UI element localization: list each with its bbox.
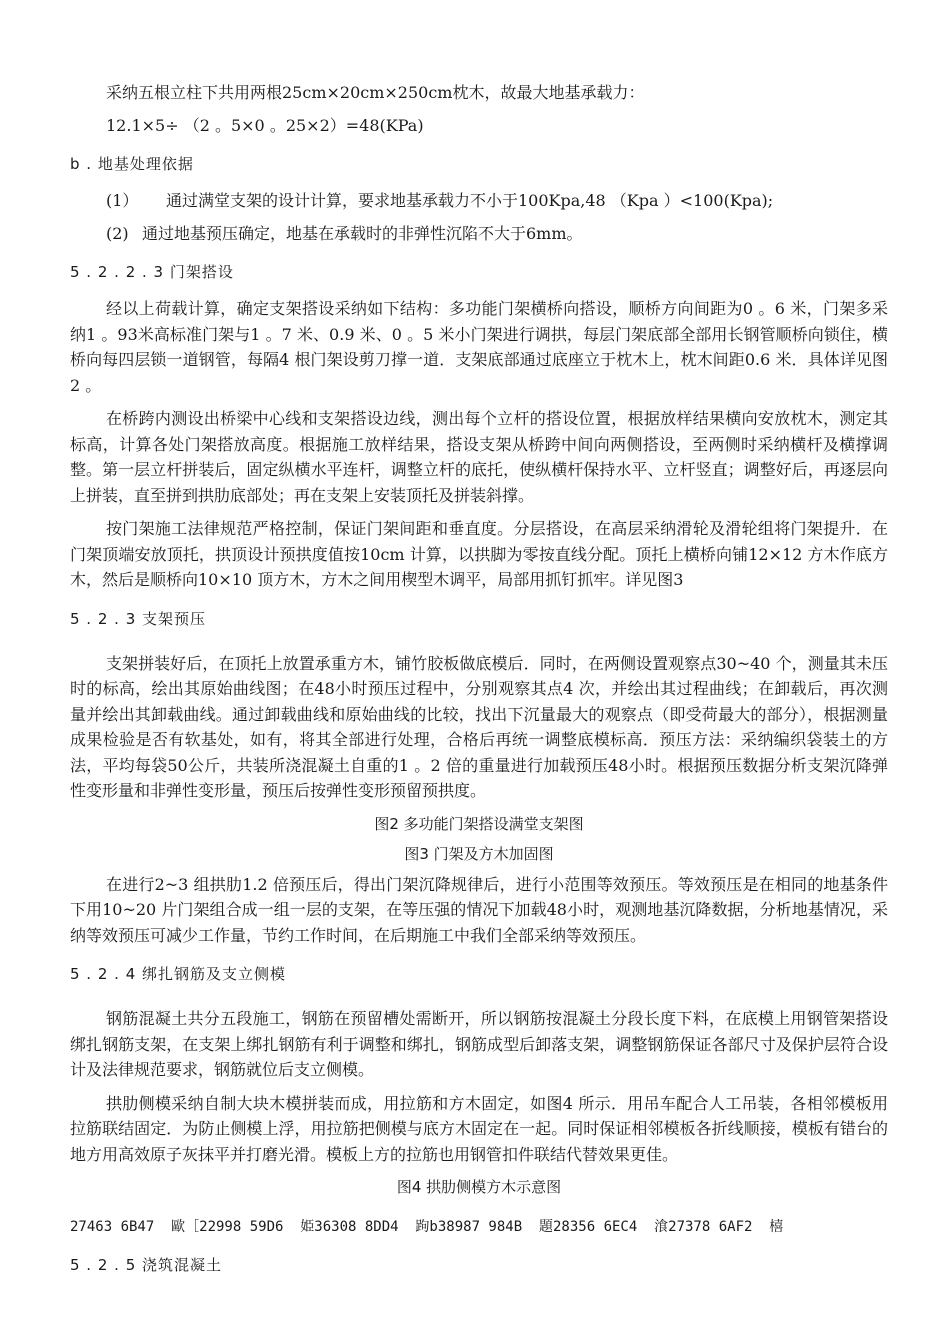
section-heading-524: 5 . 2 . 4 绑扎钢筋及支立侧模 <box>70 965 287 983</box>
formula-line: 12.1×5÷ （2 。5×0 。25×2）=48(KPa) <box>106 116 424 135</box>
paragraph: 拱肋侧模采纳自制大块木模拼装而成，用拉筋和方木固定，如图4 所示．用吊车配合人工吊装，各相邻模板用拉筋联结固定．为防止侧模上浮，用拉筋把侧模与底方木固定在一起。同时保证相邻模板各折线顺接，模板有错台的地方用高效原子灰抹平并打磨光滑。模板上方的拉筋也用钢管扣件联结代替效果更佳。 <box>70 1093 888 1164</box>
section-heading-525: 5 . 2 . 5 浇筑混凝土 <box>70 1256 223 1274</box>
list-item-text: 通过地基预压确定，地基在承载时的非弹性沉陷不大于6mm。 <box>142 224 583 243</box>
section-heading-5223: 5 . 2 . 2 . 3 门架搭设 <box>70 263 234 281</box>
section-heading-523: 5 . 2 . 3 支架预压 <box>70 609 207 628</box>
paragraph: 钢筋混凝土共分五段施工，钢筋在预留槽处需断开，所以钢筋按混凝土分段长度下料，在底模上用钢管架搭设绑扎钢筋支架，在支架上绑扎钢筋有利于调整和绑扎，钢筋成型后卸落支架，调整钢筋保证各部尺寸及保护层符合设计及法律规范要求，钢筋就位后支立侧模。 <box>70 1009 888 1079</box>
list-item-number: (1） <box>106 191 139 210</box>
paragraph: 支架拼装好后，在顶托上放置承重方木，铺竹胶板做底模后．同时，在两侧设置观察点30~40 个，测量其未压时的标高，绘出其原始曲线图；在48小时预压过程中，分别观察其点4 次，并绘出其过程曲线；在卸载后，再次测量并绘出其卸载曲线。通过卸载曲线和原始曲线的比较，找出下沉量最大的观察点（即受荷最大的部分），根据测量成果检验是否有软基处，如有，将其全部进行处理，合格后再统一调整底模标高．预压方法：采纳编织袋装土的方法，平均每袋50公斤，共装所浇混凝土自重的1 。2 倍的重量进行加载预压48小时。根据预压数据分析支架沉降弹性变形量和非弹性变形量，预压后按弹性变形预留预拱度。 <box>70 653 888 800</box>
list-item-2 <box>70 221 888 246</box>
text-line: 采纳五根立柱下共用两根25cm×20cm×250cm枕木，故最大地基承载力： <box>106 83 645 102</box>
paragraph: 在桥跨内测设出桥梁中心线和支架搭设边线，测出每个立杆的搭设位置，根据放样结果横向安放枕木，测定其标高，计算各处门架搭放高度。根据施工放样结果，搭设支架从桥跨中间向两侧搭设，至两侧时采纳横杆及横撑调整。第一层立杆拼装后，固定纵横水平连杆，调整立杆的底托，使纵横杆保持水平、立杆竖直；调整好后，再逐层向上拼装，直至拼到拱肋底部处；再在支架上安装顶托及拼装斜撑。 <box>70 409 888 505</box>
section-heading-b: b . 地基处理依据 <box>70 155 194 173</box>
paragraph: 在进行2~3 组拱肋1.2 倍预压后，得出门架沉降规律后，进行小范围等效预压。等效预压是在相同的地基条件下用10~20 片门架组合成一组一层的支架，在等压强的情况下加载48小时，观测地基沉降数据，分析地基情况，采纳等效预压可减少工作量，节约工作时间，在后期施工中我们全部采纳等效预压。 <box>70 874 888 945</box>
paragraph: 经以上荷载计算，确定支架搭设采纳如下结构：多功能门架横桥向搭设，顺桥方向间距为0 。6 米，门架多采纳1 。93米高标准门架与1 。7 米、0.9 米、0 。5 米小门架进行调拱，每层门架底部全部用长钢管顺桥向锁住，横桥向每四层锁一道钢管，每隔4 根门架设剪刀撑一道．支架底部通过底座立于枕木上，枕木间距0.6 米．具体详见图2 。 <box>70 299 888 395</box>
paragraph: 按门架施工法律规范严格控制，保证门架间距和垂直度。分层搭设，在高层采纳滑轮及滑轮组将门架提升．在门架顶端安放顶托，拱顶设计预拱度值按10cm 计算，以拱脚为零按直线分配。顶托上横桥向铺12×12 方木作底方木，然后是顺桥向10×10 顶方木，方木之间用楔型木调平，局部用抓钉抓牢。详见图3 <box>70 519 888 589</box>
list-item-1 <box>70 188 888 213</box>
list-item-text: 通过满堂支架的设计计算，要求地基承载力不小于100Kpa,48 （Kpa ）<100(Kpa); <box>166 191 774 210</box>
list-item-number: (2) <box>106 224 129 243</box>
figure-caption-2: 图2 多功能门架搭设满堂支架图 <box>374 814 584 833</box>
figure-caption-4: 图4 拱肋侧模方木示意图 <box>396 1178 562 1196</box>
code-line: 27463 6B47 歐［22998 59D6 姫36308 8DD4 跔b38987 984B 題28356 6EC4 湌27378 6AF2 橲 <box>70 1219 784 1235</box>
figure-caption-3: 图3 门架及方木加固图 <box>404 844 554 863</box>
